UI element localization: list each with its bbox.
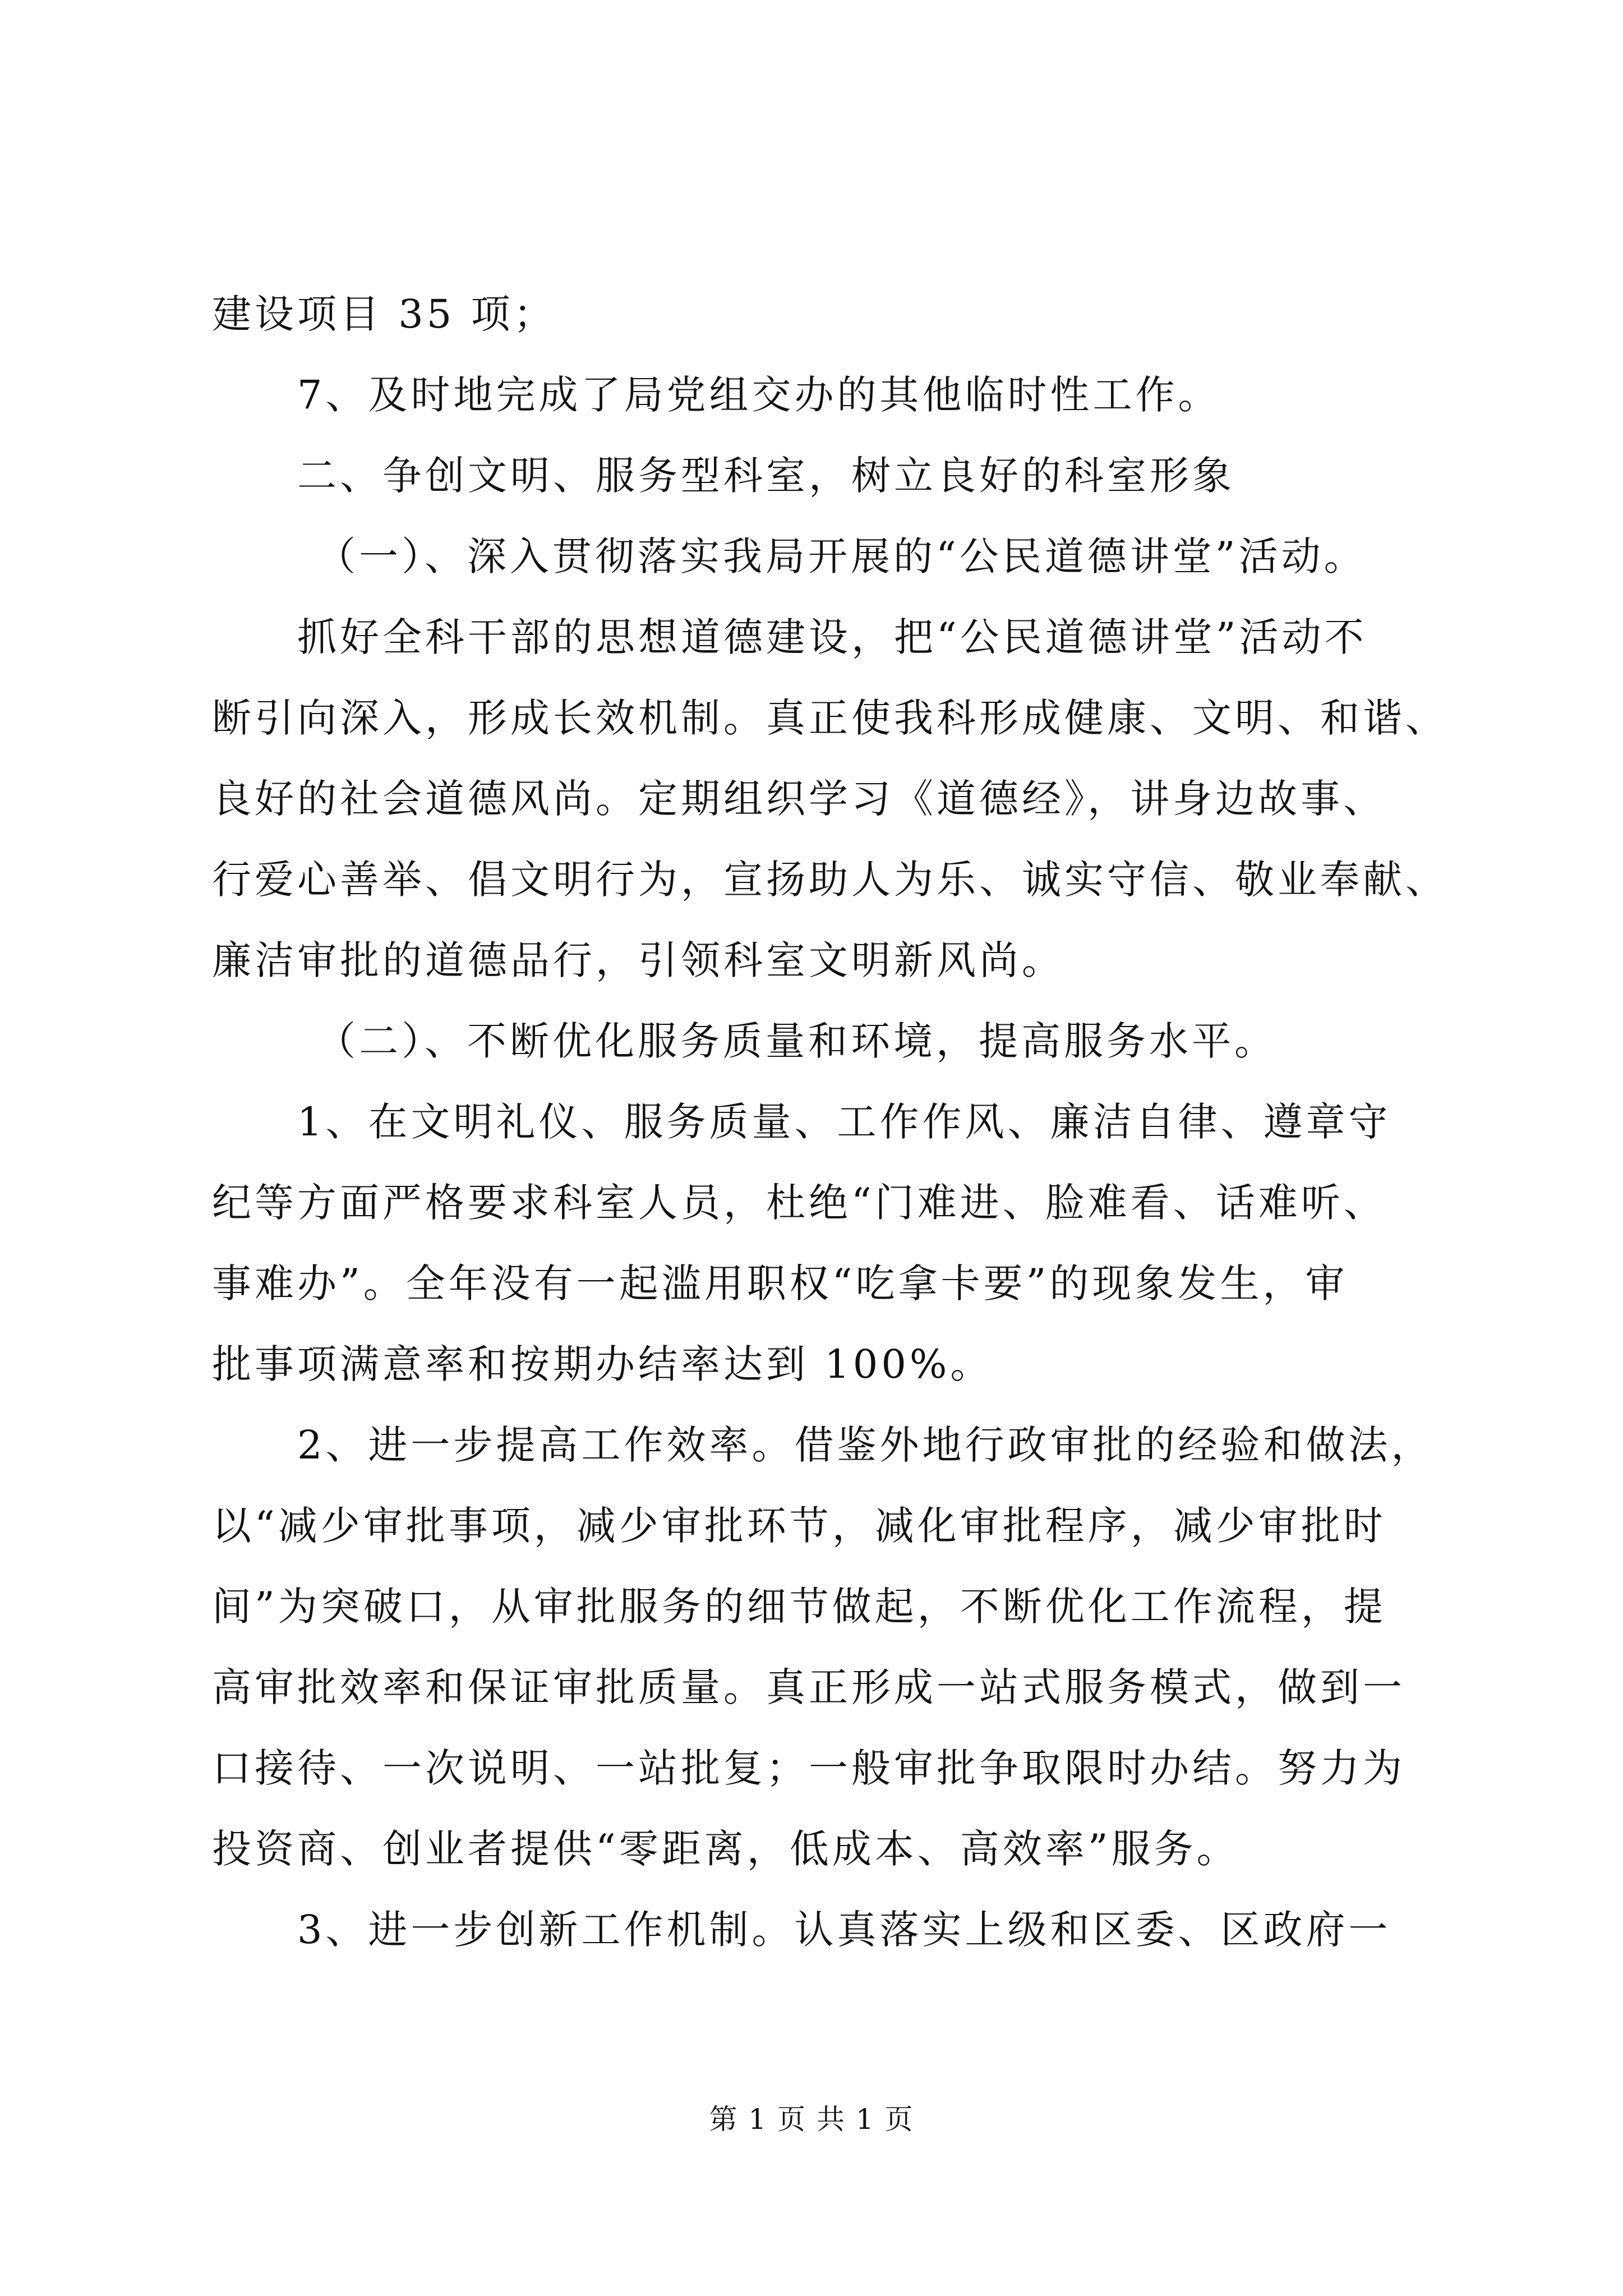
- text-line: 事难办”。全年没有一起滥用职权“吃拿卡要”的现象发生，审: [212, 1260, 1348, 1306]
- section-heading: 二、争创文明、服务型科室，树立良好的科室形象: [297, 453, 1235, 499]
- text-line: 抓好全科干部的思想道德建设，把“公民道德讲堂”活动不: [297, 614, 1367, 660]
- text-line: 投资商、创业者提供“零距离，低成本、高效率”服务。: [212, 1826, 1239, 1872]
- text-line: 7、及时地完成了局党组交办的其他临时性工作。: [297, 372, 1221, 418]
- text-line: 廉洁审批的道德品行，引领科室文明新风尚。: [212, 937, 1064, 983]
- text-line: 1、在文明礼仪、服务质量、工作作风、廉洁自律、遵章守: [297, 1099, 1391, 1145]
- text-line: 建设项目 35 项；: [212, 291, 556, 337]
- text-line: 口接待、一次说明、一站批复；一般审批争取限时办结。努力为: [212, 1745, 1405, 1791]
- text-line: 3、进一步创新工作机制。认真落实上级和区委、区政府一: [297, 1907, 1391, 1953]
- text-line: 以“减少审批事项，减少审批环节，减化审批程序，减少审批时: [212, 1503, 1386, 1549]
- text-line: 2、进一步提高工作效率。借鉴外地行政审批的经验和做法，: [297, 1422, 1434, 1468]
- document-body: [212, 274, 1446, 1970]
- text-line: 间”为突破口，从审批服务的细节做起，不断优化工作流程，提: [212, 1584, 1386, 1630]
- text-line: 断引向深入，形成长效机制。真正使我科形成健康、文明、和谐、: [212, 695, 1448, 741]
- text-line: 良好的社会道德风尚。定期组织学习《道德经》，讲身边故事、: [212, 776, 1386, 822]
- text-line: 批事项满意率和按期办结率达到 100%。: [212, 1341, 993, 1387]
- text-line: 高审批效率和保证审批质量。真正形成一站式服务模式，做到一: [212, 1664, 1405, 1710]
- subsection-heading: （一）、深入贯彻落实我局开展的“公民道德讲堂”活动。: [316, 533, 1367, 579]
- page-footer: 第 1 页 共 1 页: [709, 2103, 914, 2136]
- subsection-heading: （二）、不断优化服务质量和环境，提高服务水平。: [316, 1018, 1277, 1064]
- text-line: 行爱心善举、倡文明行为，宣扬助人为乐、诚实守信、敬业奉献、: [212, 857, 1448, 903]
- text-line: 纪等方面严格要求科室人员，杜绝“门难进、脸难看、话难听、: [212, 1180, 1386, 1226]
